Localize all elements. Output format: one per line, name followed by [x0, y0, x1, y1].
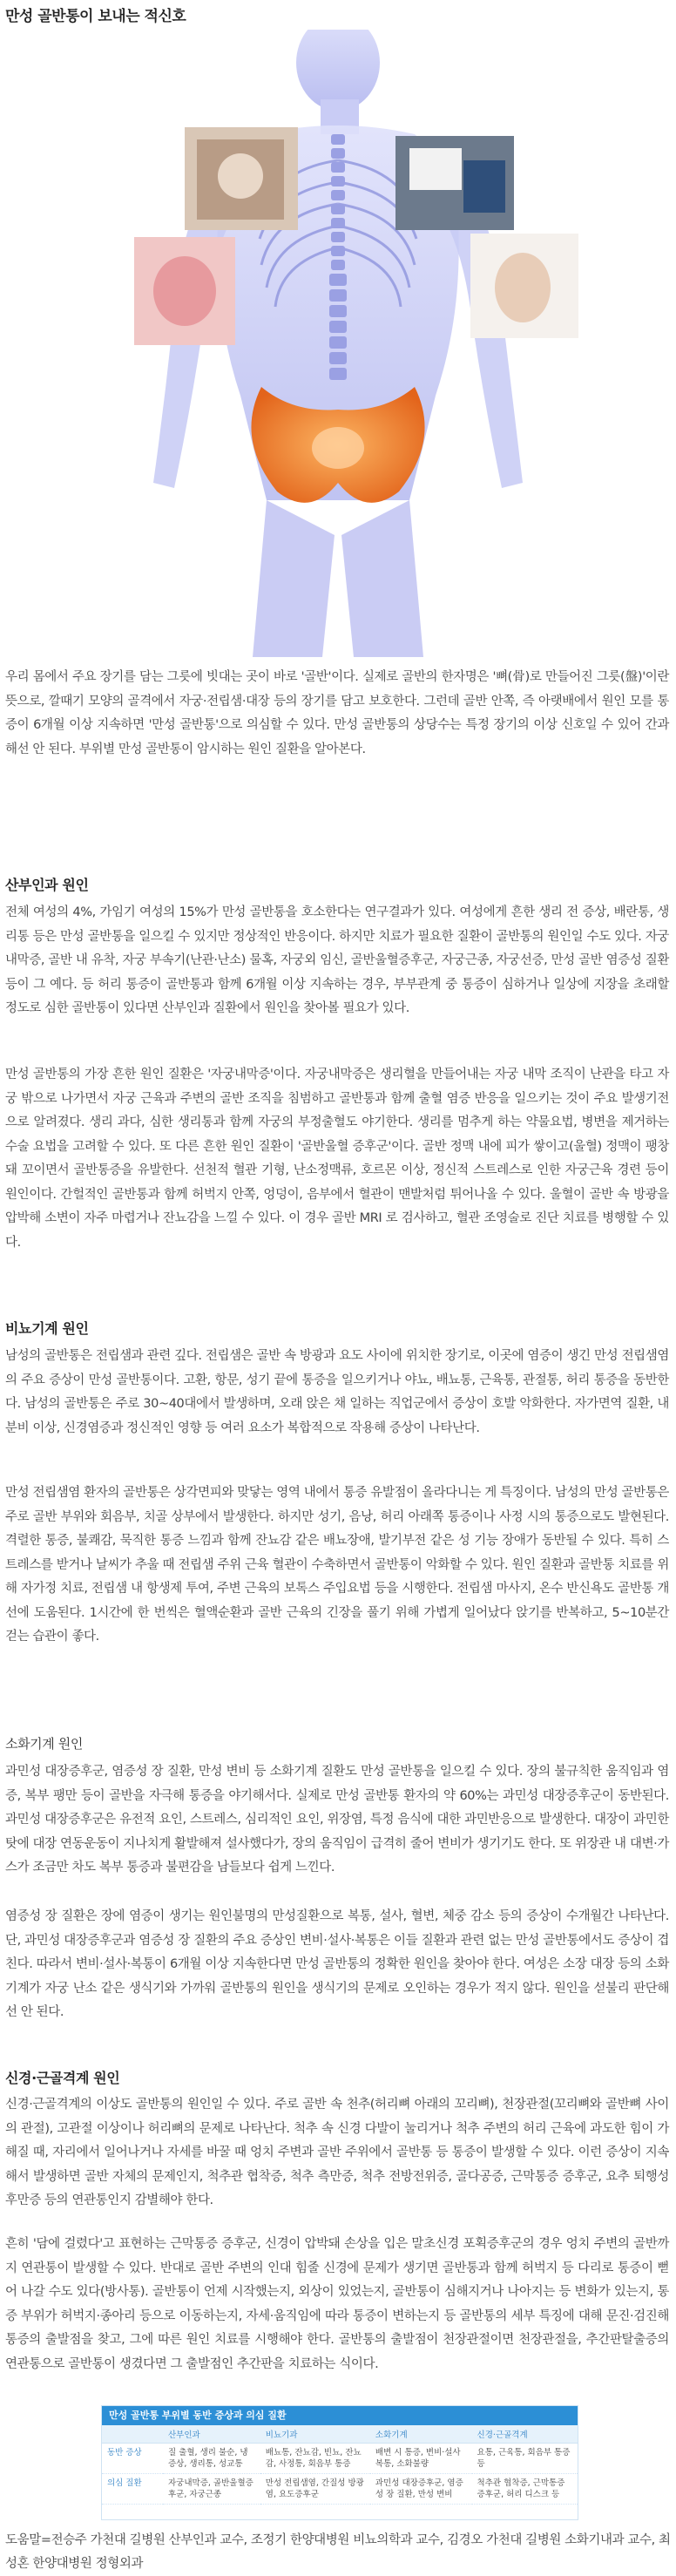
section-paragraph: 전체 여성의 4%, 가임기 여성의 15%가 만성 골반통을 호소한다는 연구결과가 있다. 여성에게 흔한 생리 전 증상, 배란통, 생리통 등은 만성 골반통을 일으킬 수 있지만 정상적인 반응이다. 하지만 치료가 필요한 질환이 골반통의 원인일 수도 있다. 자궁내막증, 골반 내 유착, 자궁 부속기(난관·난소) 물혹, 자궁외 임신, 골반울혈증후군, 자궁근종, 자궁선증, 만성 골반 염증성 질환 등이 그 예다. 등 허리 통증이 골반통과 함께 6개월 이상 지속하는 경우, 부부관계 중 통증이 심하거나 일상에 지장을 초래할 정도로 심한 골반통이 있다면 산부인과 질환에서 원인을 찾아볼 필요가 있다. — [5, 905, 669, 1015]
section-paragraph: 흔히 '담에 걸렸다'고 표현하는 근막통증 증후군, 신경이 압박돼 손상을 입은 말초신경 포획증후군의 경우 엉치 주변의 골반까지 연관통이 발생할 수 있다. 반대로 골반 주변의 인대 힘줄 신경에 문제가 생기면 골반통과 함께 허벅지 등 다리로 통증이 뻗어 나갈 수도 있다(방사통). 골반통이 언제 시작했는지, 외상이 있었는지, 골반통이 심해지거나 나아지는 등 변화가 있는지, 통증 부위가 허벅지·종아리 등으로 이동하는지, 자세·움직임에 따라 통증이 변하는지 등 골반통의 세부 특징에 대해 문진·검진해 통증의 출발점을 찾고, 그에 따른 원인 치료를 시행해야 한다. 골반통의 출발점이 천장관절이면 천장관절을, 추간판탈출증의 연관통으로 골반통이 생겼다면 그 출발점인 추간판을 치료하는 식이다. — [5, 2237, 669, 2371]
table-cell: 척추관 협착증, 근막통증 증후군, 허리 디스크 등 — [472, 2474, 578, 2505]
section-heading-urology: 비뇨기계 원인 — [5, 1320, 89, 1337]
table-cell: 배뇨통, 잔뇨감, 빈뇨, 잔뇨감, 사정통, 회음부 통증 — [260, 2444, 370, 2474]
section-heading-digestive: 소화기계 원인 — [5, 1736, 83, 1752]
table-cell: 질 출혈, 생리 불순, 냉 증상, 생리통, 성교통 — [163, 2444, 260, 2474]
section-heading-gynecology: 산부인과 원인 — [5, 877, 89, 893]
table-cell: 배변 시 통증, 변비·설사 복통, 소화불량 — [370, 2444, 472, 2474]
table-cell: 만성 전립샘염, 간질성 방광염, 요도증후군 — [260, 2474, 370, 2505]
right-leg-shape — [341, 500, 423, 657]
table-column-header: 신경·근골격계 — [472, 2425, 578, 2444]
symptom-photo-back-pain — [470, 234, 578, 338]
credit-line: 도움말=전승주 가천대 길병원 산부인과 교수, 조정기 한양대병원 비뇨의학과 교수, 김경오 가천대 길병원 소화기내과 교수, 최성혼 한양대병원 정형외과 — [5, 2533, 671, 2571]
section-paragraph: 남성의 골반통은 전립샘과 관련 깊다. 전립샘은 골반 속 방광과 요도 사이에 위치한 장기로, 이곳에 염증이 생긴 만성 전립샘염의 주요 증상이 만성 골반통이다. 고환, 항문, 성기 끝에 통증을 일으키거나 야뇨, 배뇨통, 근육통, 관절통, 허리 통증을 동반한다. 남성의 골반통은 주로 30~40대에서 발생하며, 오래 앉은 채 일하는 직업군에서 증상이 호발 악화한다. 자가면역 질환, 내분비 이상, 신경염증과 정신적인 영향 등 여러 요소가 복합적으로 작용해 증상이 나타난다. — [5, 1349, 669, 1435]
table-cell: 과민성 대장증후군, 염증성 장 질환, 만성 변비 — [370, 2474, 472, 2505]
hero-illustration — [0, 30, 676, 657]
section-paragraph: 염증성 장 질환은 장에 염증이 생기는 원인불명의 만성질환으로 복통, 설사, 혈변, 체중 감소 등의 증상이 수개월간 나타난다. 단, 과민성 대장증후군과 염증성 장 질환의 주요 증상인 변비·설사·복통은 이들 질환과 관련 없는 만성 골반통에서도 증상이 겹친다. 따라서 변비·설사·복통이 6개월 이상 지속한다면 만성 골반통의 정확한 원인을 찾아야 한다. 여성은 소장 대장 등의 소화기계가 자궁 난소 같은 생식기와 가까워 골반통의 원인을 생식기의 문제로 오인하는 경우가 적지 않다. 원인을 섣불리 판단해선 안 된다. — [5, 1909, 669, 2019]
table-column-header: 소화기계 — [370, 2425, 472, 2444]
symptom-photo-abdominal-pain — [185, 127, 298, 230]
table-column-header: 비뇨기과 — [260, 2425, 370, 2444]
section-heading-neuro-musculoskeletal: 신경·근골격계 원인 — [5, 2070, 120, 2086]
article-title: 만성 골반통이 보내는 적신호 — [5, 8, 186, 25]
intro-paragraph: 우리 몸에서 주요 장기를 담는 그릇에 빗대는 곳이 바로 '골반'이다. 실제로 골반의 한자명은 '뼈(骨)로 만들어진 그릇(盤)'이란 뜻으로, 깔때기 모양의 골격에서 자궁·전립샘·대장 등의 장기를 담고 보호한다. 그런데 골반 안쪽, 즉 아랫배에서 원인 모를 통증이 6개월 이상 지속하면 '만성 골반통'으로 의심할 수 있다. 만성 골반통의 상당수는 특정 장기의 이상 신호일 수 있어 간과해선 안 된다. 부위별 만성 골반통이 암시하는 원인 질환을 알아본다. — [5, 670, 669, 756]
table-row — [102, 2474, 578, 2505]
table-column-header — [102, 2425, 163, 2444]
table-row-label: 의심 질환 — [102, 2474, 163, 2505]
head-shape — [296, 30, 380, 111]
table-cell: 요통, 근육통, 회음부 통증 등 — [472, 2444, 578, 2474]
symptom-table — [101, 2405, 578, 2520]
symptom-photo-toilet-paper — [395, 136, 514, 230]
table-title: 만성 골반통 부위별 동반 증상과 의심 질환 — [102, 2406, 578, 2425]
left-leg-shape — [253, 500, 335, 657]
symptom-photo-pelvic-pain — [134, 237, 235, 345]
table-cell: 자궁내막증, 골반울혈증후군, 자궁근종 — [163, 2474, 260, 2505]
table-header-row — [102, 2425, 578, 2444]
section-paragraph: 만성 골반통의 가장 흔한 원인 질환은 '자궁내막증'이다. 자궁내막증은 생리혈을 만들어내는 자궁 내막 조직이 난관을 타고 자궁 밖으로 나가면서 자궁 근육과 주변의 골반 조직을 침범하고 골반통과 함께 출혈 염증 반응을 일으키는 것이 주요 발생기전으로 알려졌다. 생리 과다, 심한 생리통과 함께 자궁의 부정출혈도 야기한다. 생리를 멈추게 하는 약물요법, 병변을 제거하는 수술 요법을 고려할 수 있다. 또 다른 흔한 원인 질환이 '골반울혈 증후군'이다. 골반 정맥 내에 피가 쌓이고(울혈) 정맥이 팽창돼 꼬이면서 골반통증을 유발한다. 선천적 혈관 기형, 난소정맥류, 호르몬 이상, 정신적 스트레스로 인한 자궁근육 경련 등이 원인이다. 간헐적인 골반통과 함께 허벅지 안쪽, 엉덩이, 음부에서 혈관이 맨발처럼 튀어나올 수 있다. 울혈이 골반 속 방광을 압박해 소변이 자주 마렵거나 잔뇨감을 느낄 수 있다. 이 경우 골반 MRI 로 검사하고, 혈관 조영술로 진단 치료를 병행할 수 있다. — [5, 1068, 669, 1250]
section-paragraph: 만성 전립샘염 환자의 골반통은 상각면피와 맞닿는 영역 내에서 통증 유발점이 올라다니는 게 특징이다. 남성의 만성 골반통은 주로 골반 부위와 회음부, 치골 상부에서 발생한다. 하지만 성기, 음낭, 허리 아래쪽 통증이나 사정 시의 통증으로도 발현된다. 격렬한 통증, 불쾌감, 묵직한 통증 느낌과 함께 잔뇨감 같은 배뇨장애, 발기부전 같은 성 기능 장애가 동반될 수 있다. 특히 스트레스를 받거나 날씨가 추울 때 전립샘 주위 근육 혈관이 수축하면서 골반통이 악화할 수 있다. 원인 질환과 골반통 치료를 위해 자가정 치료, 전립샘 내 항생제 투여, 주변 근육의 보톡스 주입요법 등을 시행한다. 전립샘 마사지, 온수 반신욕도 골반통 개선에 도움된다. 1시간에 한 번씩은 혈액순환과 골반 근육의 긴장을 풀기 위해 가볍게 일어났다 앉기를 반복하고, 5~10분간 걷는 습관이 좋다. — [5, 1486, 669, 1644]
table-column-header: 산부인과 — [163, 2425, 260, 2444]
table-row-label: 동반 증상 — [102, 2444, 163, 2474]
section-paragraph: 신경·근골격계의 이상도 골반통의 원인일 수 있다. 주로 골반 속 천추(허리뼈 아래의 꼬리뼈), 천장관절(꼬리뼈와 골반뼈 사이의 관절), 고관절 이상이나 허리뼈의 문제로 나타난다. 척추 속 신경 다발이 눌리거나 척추 주변의 허리 근육에 과도한 힘이 가해질 때, 자리에서 일어나거나 자세를 바꿀 때 엉치 주변과 골반 주위에서 골반통 등 통증이 발생할 수 있다. 이런 증상이 지속해서 발생하면 골반 자체의 문제인지, 척추관 협착증, 척추 측만증, 척추 전방전위증, 골다공증, 근막통증 증후군, 요추 퇴행성 후만증 등의 연관통인지 감별해야 한다. — [5, 2098, 669, 2207]
symptom-table-grid — [102, 2425, 578, 2505]
body-illustration — [0, 30, 676, 657]
section-paragraph: 과민성 대장증후군, 염증성 장 질환, 만성 변비 등 소화기계 질환도 만성 골반통을 일으킬 수 있다. 장의 불규칙한 움직임과 염증, 복부 팽만 등이 골반을 자극해 통증을 야기해서다. 실제로 만성 골반통 환자의 약 60%는 과민성 대장증후군이 동반된다. 과민성 대장증후군은 유전적 요인, 스트레스, 심리적인 요인, 위장염, 특정 음식에 대한 과민반응으로 발생한다. 대장이 과민한 탓에 대장 연동운동이 지나치게 활발해져 설사했다가, 장의 움직임이 급격히 줄어 변비가 생기기도 한다. 또 위장관 내 대변·가스가 조금만 차도 복부 통증과 불편감을 남들보다 쉽게 느낀다. — [5, 1765, 669, 1874]
table-row — [102, 2444, 578, 2474]
